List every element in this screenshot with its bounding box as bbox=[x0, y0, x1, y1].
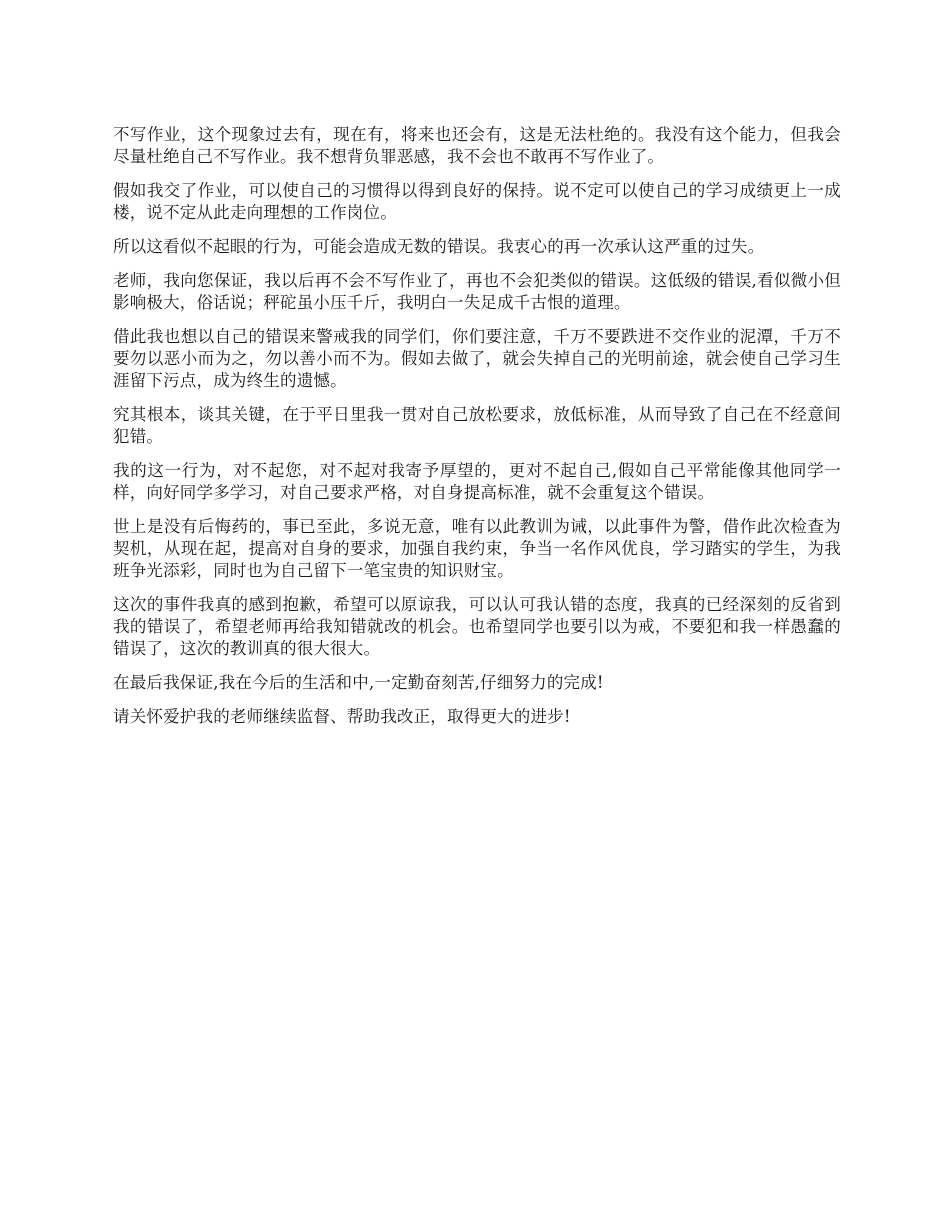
paragraph-6: 究其根本，谈其关键，在于平日里我一贯对自己放松要求，放低标准，从而导致了自己在不经意间犯错。 bbox=[113, 405, 841, 446]
paragraph-2: 假如我交了作业，可以使自己的习惯得以得到良好的保持。说不定可以使自己的学习成绩更上一成楼，说不定从此走向理想的工作岗位。 bbox=[113, 181, 841, 222]
paragraph-4: 老师，我向您保证，我以后再不会不写作业了，再也不会犯类似的错误。这低级的错误,看似微小但影响极大，俗话说；秤砣虽小压千斤，我明白一失足成千古恨的道理。 bbox=[113, 271, 841, 312]
paragraph-9: 这次的事件我真的感到抱歉，希望可以原谅我，可以认可我认错的态度，我真的已经深刻的反省到我的错误了，希望老师再给我知错就改的机会。也希望同学也要引以为戒，不要犯和我一样愚蠢的错误了，这次的教训真的很大很大。 bbox=[113, 595, 841, 658]
paragraph-8: 世上是没有后悔药的，事已至此，多说无意，唯有以此教训为诫，以此事件为警，借作此次检查为契机，从现在起，提高对自身的要求，加强自我约束，争当一名作风优良，学习踏实的学生，为我班争光添彩，同时也为自己留下一笔宝贵的知识财宝。 bbox=[113, 517, 841, 580]
document-body bbox=[113, 124, 841, 740]
paragraph-10: 在最后我保证,我在今后的生活和中,一定勤奋刻苦,仔细努力的完成! bbox=[113, 673, 604, 692]
paragraph-5: 借此我也想以自己的错误来警戒我的同学们，你们要注意，千万不要跌进不交作业的泥潭，千万不要勿以恶小而为之，勿以善小而不为。假如去做了，就会失掉自己的光明前途，就会使自己学习生涯留下污点，成为终生的遗憾。 bbox=[113, 327, 841, 390]
paragraph-1: 不写作业，这个现象过去有，现在有，将来也还会有，这是无法杜绝的。我没有这个能力，但我会尽量杜绝自己不写作业。我不想背负罪恶感，我不会也不敢再不写作业了。 bbox=[113, 125, 841, 166]
paragraph-7: 我的这一行为，对不起您，对不起对我寄予厚望的，更对不起自己,假如自己平常能像其他同学一样，向好同学多学习，对自己要求严格，对自身提高标准，就不会重复这个错误。 bbox=[113, 461, 841, 502]
paragraph-11: 请关怀爱护我的老师继续监督、帮助我改正，取得更大的进步! bbox=[113, 707, 571, 726]
paragraph-3: 所以这看似不起眼的行为，可能会造成无数的错误。我衷心的再一次承认这严重的过失。 bbox=[113, 237, 765, 256]
